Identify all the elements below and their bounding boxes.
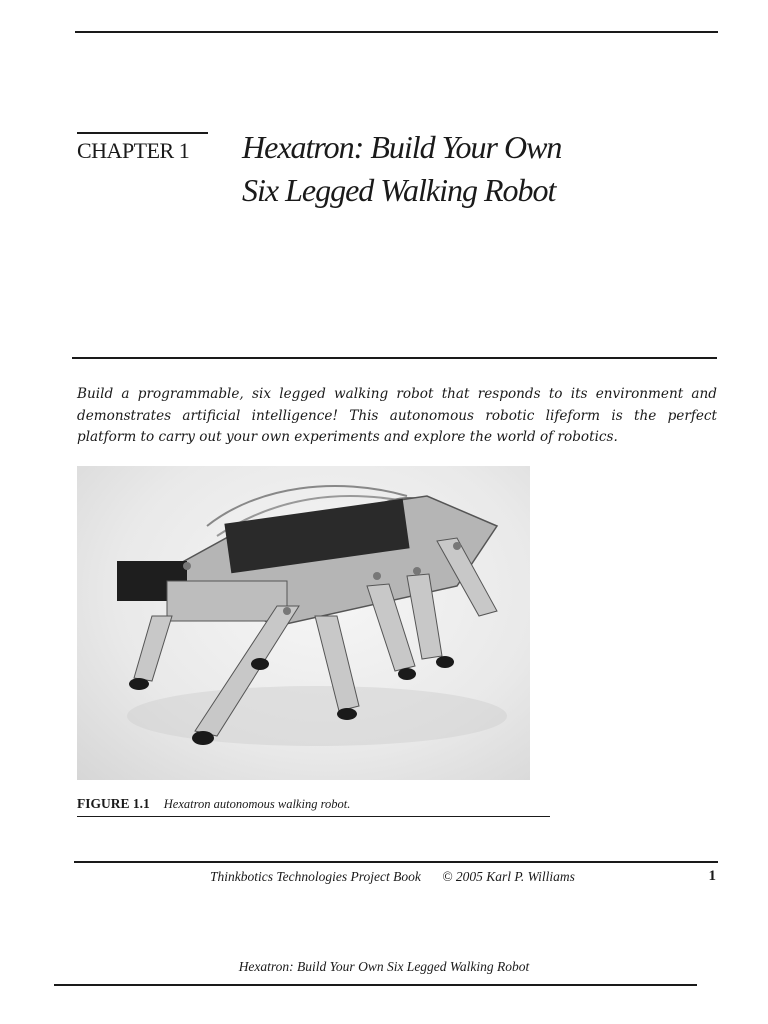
- figure-caption: [77, 796, 550, 817]
- chapter-title: Hexatron: Build Your Own Six Legged Walking Robot: [242, 129, 562, 208]
- hexapod-robot-illustration: [77, 466, 530, 780]
- chapter-label: CHAPTER 1: [77, 132, 208, 164]
- footer-rule: [74, 861, 718, 863]
- footer-credits: [210, 869, 575, 885]
- intro-paragraph: Build a programmable, six legged walking robot that responds to its environment and demonstrates artificial intelligence! This autonomous robotic lifeform is the perfect platform to carry out your own experiments and explore the world of robotics.: [77, 386, 717, 445]
- running-head: Hexatron: Build Your Own Six Legged Walking Robot: [238, 959, 530, 974]
- header-divider: [72, 357, 717, 359]
- page-number: 1: [708, 868, 716, 884]
- robot-photo: [77, 466, 530, 780]
- running-head-rule: [54, 984, 697, 986]
- footer-book-title: Thinkbotics Technologies Project Book: [210, 869, 421, 884]
- top-rule: [75, 31, 718, 33]
- figure-label: FIGURE 1.1: [77, 796, 150, 811]
- figure-caption-text: Hexatron autonomous walking robot.: [163, 797, 351, 811]
- footer-copyright: © 2005 Karl P. Williams: [442, 869, 575, 884]
